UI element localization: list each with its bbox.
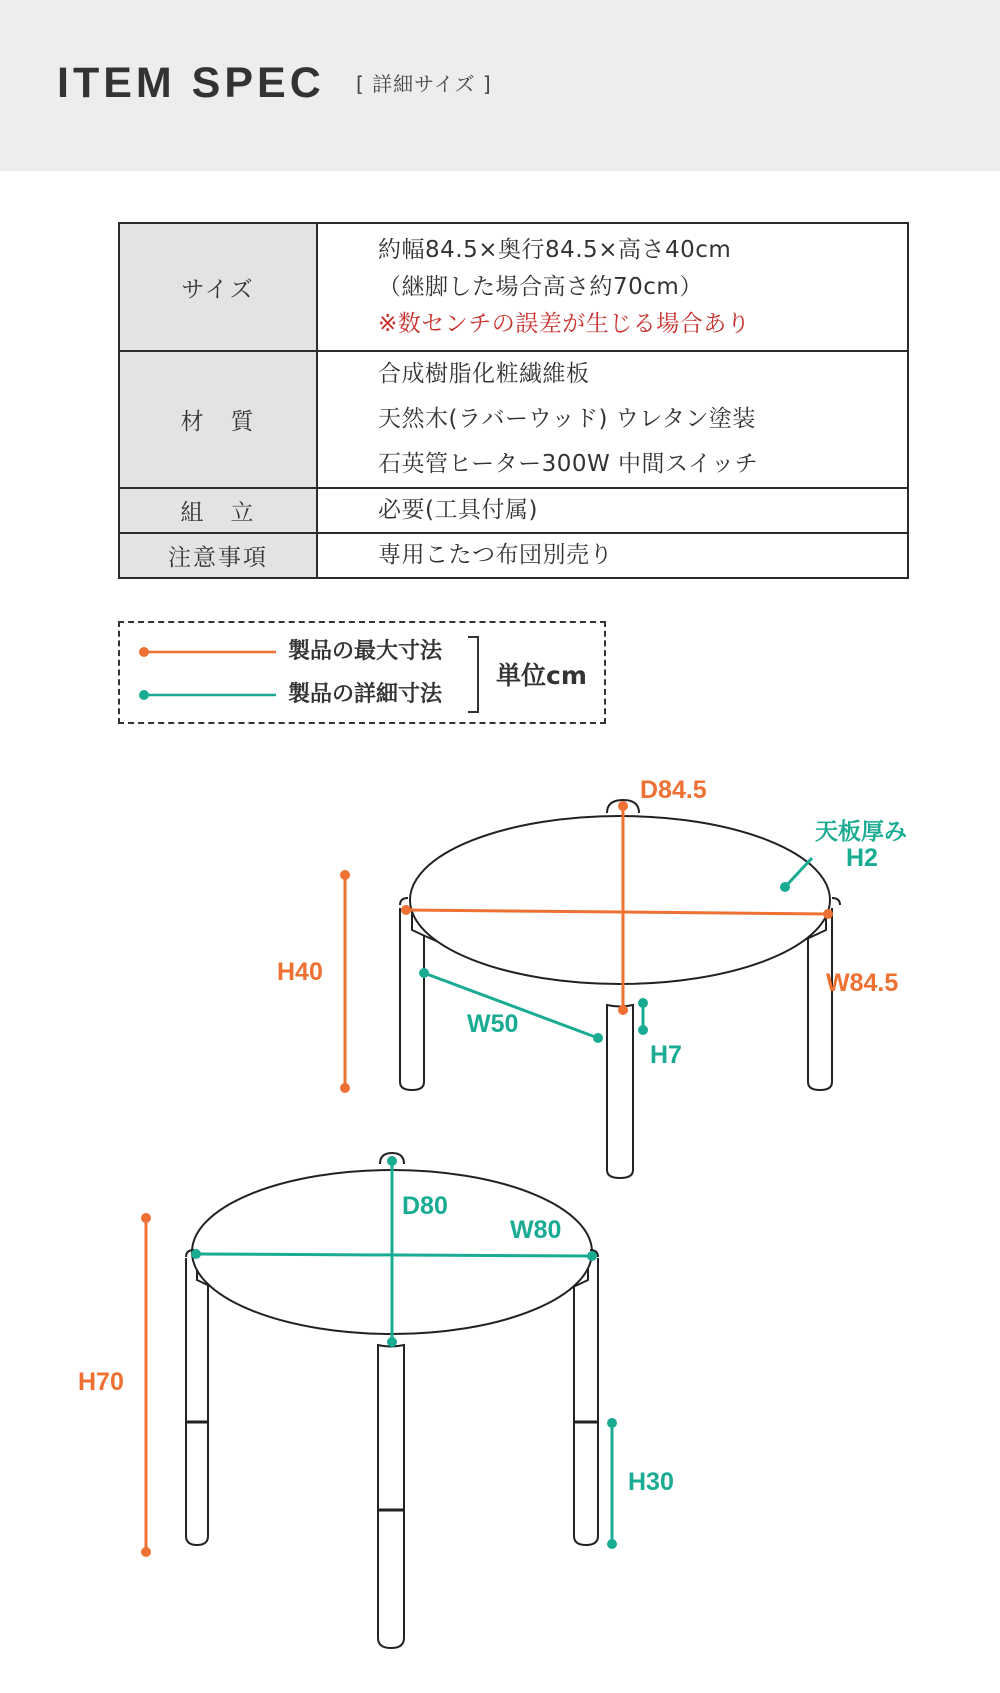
spec-label-size: サイズ [119, 223, 317, 351]
page-title: ITEM SPEC [57, 59, 325, 107]
size-line: （継脚した場合高さ約70cm） [378, 273, 703, 300]
label-high-depth: D80 [402, 1192, 448, 1220]
material-line: 天然木(ラバーウッド) ウレタン塗装 [378, 406, 756, 432]
legend-unit: 単位cm [496, 661, 587, 690]
label-high-width: W80 [510, 1216, 562, 1244]
legend-detail-label: 製品の詳細寸法 [288, 682, 443, 707]
label-low-depth: D84.5 [640, 776, 707, 804]
label-top-thickness: H2 [846, 844, 878, 872]
size-line: 約幅84.5×奥行84.5×高さ40cm [378, 236, 732, 263]
page-subtitle: [ 詳細サイズ ] [356, 72, 492, 96]
material-line: 石英管ヒーター300W 中間スイッチ [378, 451, 759, 477]
label-top-thickness-title: 天板厚み [815, 818, 907, 844]
spec-label-assembly: 組 立 [119, 488, 317, 533]
label-low-width: W84.5 [826, 969, 899, 997]
size-note: ※数センチの誤差が生じる場合あり [378, 310, 751, 337]
spec-label-notes: 注意事項 [119, 533, 317, 578]
label-low-height: H40 [277, 958, 323, 986]
label-frame-height: H7 [650, 1041, 682, 1069]
material-line: 合成樹脂化粧繊維板 [378, 361, 590, 387]
spec-value-notes: 専用こたつ布団別売り [317, 533, 908, 578]
legend-max-label: 製品の最大寸法 [288, 639, 443, 664]
label-frame-width: W50 [467, 1010, 519, 1038]
spec-value-assembly: 必要(工具付属) [317, 488, 908, 533]
label-high-height: H70 [78, 1368, 124, 1396]
label-extension-height: H30 [628, 1468, 674, 1496]
spec-label-material: 材 質 [119, 351, 317, 488]
